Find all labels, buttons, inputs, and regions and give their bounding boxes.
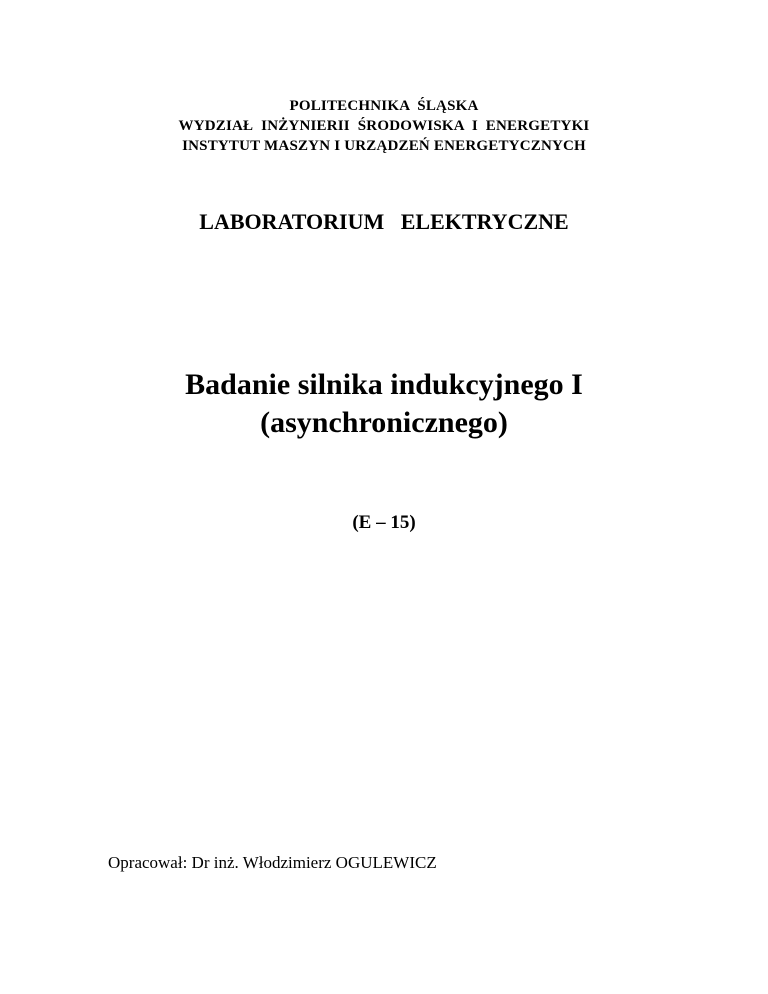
institute-name: INSTYTUT MASZYN I URZĄDZEŃ ENERGETYCZNYCH: [182, 138, 586, 154]
faculty-name: WYDZIAŁ INŻYNIERII ŚRODOWISKA I ENERGETYKI: [178, 118, 590, 134]
document-title-line-2: (asynchronicznego): [260, 406, 508, 439]
document-title-line-1: Badanie silnika indukcyjnego I: [185, 368, 583, 401]
university-name: POLITECHNIKA ŚLĄSKA: [289, 98, 479, 114]
exercise-code: (E – 15): [352, 512, 416, 533]
document-title: [0, 366, 768, 442]
lab-title: LABORATORIUM ELEKTRYCZNE: [199, 209, 569, 234]
author-credit: Opracował: Dr inż. Włodzimierz OGULEWICZ: [108, 853, 437, 872]
institution-header: [0, 96, 768, 156]
